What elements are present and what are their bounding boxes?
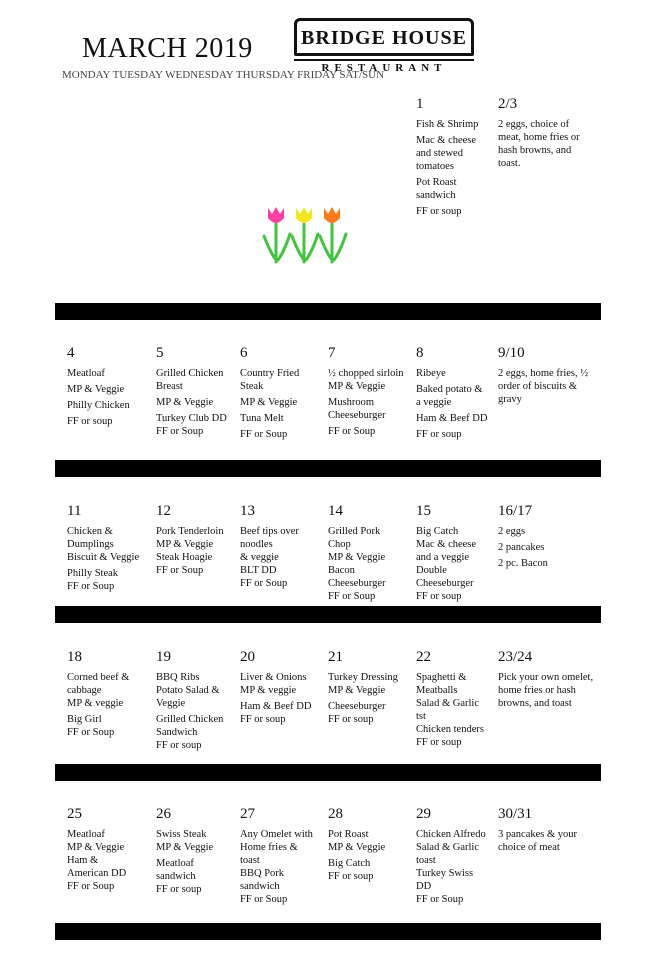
day-number: 1 bbox=[416, 96, 424, 112]
day-cell-11 bbox=[67, 502, 151, 596]
day-cell-5 bbox=[156, 344, 238, 441]
day-cell-30-31 bbox=[498, 805, 608, 857]
day-cell-18 bbox=[67, 648, 151, 742]
menu-item: Corned beef & cabbage MP & veggie bbox=[67, 672, 130, 709]
restaurant-logo bbox=[294, 18, 474, 76]
menu-item: Pork Tenderloin MP & Veggie Steak Hoagie FF or Soup bbox=[156, 526, 224, 576]
day-cell-13 bbox=[240, 502, 324, 593]
day-number: 13 bbox=[240, 503, 255, 519]
day-cell-1 bbox=[416, 95, 496, 221]
menu-item: Chicken & Dumplings Biscuit & Veggie bbox=[67, 526, 140, 563]
weekday-headers: MONDAY TUESDAY WEDNESDAY THURSDAY FRIDAY SAT/SUN bbox=[62, 69, 385, 81]
menu-item: Ham & Beef DD bbox=[416, 413, 488, 424]
menu-item: Spaghetti & Meatballs Salad & Garlic tst Chicken tenders FF or soup bbox=[416, 672, 484, 748]
menu-item: FF or soup bbox=[416, 206, 462, 217]
menu-item: BBQ Ribs Potato Salad & Veggie bbox=[156, 672, 220, 709]
menu-item: FF or Soup bbox=[328, 426, 376, 437]
menu-item: Philly Chicken bbox=[67, 400, 130, 411]
day-cell-15 bbox=[416, 502, 498, 606]
day-number: 2/3 bbox=[498, 96, 518, 112]
day-number: 8 bbox=[416, 345, 424, 361]
menu-item: Turkey Dressing MP & Veggie bbox=[328, 672, 398, 696]
menu-item: Ribeye bbox=[416, 368, 446, 379]
menu-item: 2 eggs, home fries, ½ order of biscuits & gravy bbox=[498, 368, 589, 405]
day-cell-27 bbox=[240, 805, 326, 909]
day-cell-20 bbox=[240, 648, 326, 729]
day-cell-21 bbox=[328, 648, 414, 729]
day-number: 9/10 bbox=[498, 345, 525, 361]
day-cell-12 bbox=[156, 502, 240, 580]
week-divider bbox=[55, 764, 601, 781]
menu-item: Turkey Club DD FF or Soup bbox=[156, 413, 227, 437]
menu-item: Swiss Steak MP & Veggie bbox=[156, 829, 214, 853]
menu-item: FF or soup bbox=[416, 429, 462, 440]
week-divider bbox=[55, 460, 601, 477]
day-number: 11 bbox=[67, 503, 82, 519]
menu-item: MP & Veggie bbox=[156, 397, 214, 408]
day-number: 4 bbox=[67, 345, 75, 361]
week-divider bbox=[55, 606, 601, 623]
logo-name: BRIDGE HOUSE bbox=[294, 18, 474, 56]
day-cell-28 bbox=[328, 805, 414, 886]
menu-item: 2 pc. Bacon bbox=[498, 558, 548, 569]
menu-item: 2 eggs bbox=[498, 526, 526, 537]
menu-item: 2 eggs, choice of meat, home fries or hash browns, and toast. bbox=[498, 119, 580, 169]
day-cell-9-10 bbox=[498, 344, 610, 409]
day-number: 5 bbox=[156, 345, 164, 361]
day-cell-23-24 bbox=[498, 648, 610, 713]
day-cell-7 bbox=[328, 344, 414, 441]
menu-item: ½ chopped sirloin MP & Veggie bbox=[328, 368, 404, 392]
day-cell-8 bbox=[416, 344, 498, 444]
day-cell-4 bbox=[67, 344, 151, 431]
menu-item: FF or Soup bbox=[240, 429, 288, 440]
day-cell-29 bbox=[416, 805, 498, 909]
menu-item: Big Catch FF or soup bbox=[328, 858, 374, 882]
menu-item: Any Omelet with Home fries & toast BBQ Pork sandwich FF or Soup bbox=[240, 829, 313, 905]
menu-item: Chicken Alfredo Salad & Garlic toast Turkey Swiss DD FF or Soup bbox=[416, 829, 486, 905]
week-divider bbox=[55, 923, 601, 940]
menu-item: Ham & Beef DD FF or soup bbox=[240, 701, 312, 725]
day-cell-26 bbox=[156, 805, 240, 899]
menu-item: Cheeseburger FF or soup bbox=[328, 701, 386, 725]
menu-item: Beef tips over noodles & veggie BLT DD FF or Soup bbox=[240, 526, 299, 589]
day-cell-6 bbox=[240, 344, 324, 444]
page-title: MARCH 2019 bbox=[82, 33, 253, 64]
day-number: 16/17 bbox=[498, 503, 533, 519]
menu-item: Meatloaf bbox=[67, 368, 105, 379]
menu-item: Grilled Chicken Breast bbox=[156, 368, 224, 392]
menu-item: Mac & cheese and stewed tomatoes bbox=[416, 135, 477, 172]
menu-item: Big Catch Mac & cheese and a veggie Double Cheeseburger FF or soup bbox=[416, 526, 477, 602]
menu-item: Meatloaf MP & Veggie Ham & American DD FF or Soup bbox=[67, 829, 127, 892]
menu-item: 3 pancakes & your choice of meat bbox=[498, 829, 578, 853]
week-divider bbox=[55, 303, 601, 320]
menu-item: Big Girl FF or Soup bbox=[67, 714, 115, 738]
day-number: 6 bbox=[240, 345, 248, 361]
day-cell-2-3 bbox=[498, 95, 608, 173]
day-number: 30/31 bbox=[498, 806, 533, 822]
day-number: 21 bbox=[328, 649, 343, 665]
day-number: 26 bbox=[156, 806, 171, 822]
day-number: 27 bbox=[240, 806, 255, 822]
menu-item: Meatloaf sandwich FF or soup bbox=[156, 858, 202, 895]
menu-item: FF or soup bbox=[67, 416, 113, 427]
day-number: 28 bbox=[328, 806, 343, 822]
day-number: 7 bbox=[328, 345, 336, 361]
menu-item: Grilled Chicken Sandwich FF or soup bbox=[156, 714, 224, 751]
day-number: 19 bbox=[156, 649, 171, 665]
menu-item: Mushroom Cheeseburger bbox=[328, 397, 386, 421]
menu-item: Country Fried Steak bbox=[240, 368, 300, 392]
day-cell-22 bbox=[416, 648, 498, 752]
menu-item: Philly Steak FF or Soup bbox=[67, 568, 119, 592]
menu-item: Pot Roast MP & Veggie bbox=[328, 829, 386, 853]
day-number: 22 bbox=[416, 649, 431, 665]
tulips-icon bbox=[262, 204, 350, 268]
day-number: 20 bbox=[240, 649, 255, 665]
day-number: 15 bbox=[416, 503, 431, 519]
day-cell-19 bbox=[156, 648, 240, 755]
menu-item: MP & Veggie bbox=[240, 397, 298, 408]
menu-item: Fish & Shrimp bbox=[416, 119, 479, 130]
logo-sub: RESTAURANT bbox=[294, 59, 474, 74]
menu-item: Tuna Melt bbox=[240, 413, 284, 424]
day-number: 12 bbox=[156, 503, 171, 519]
menu-item: Liver & Onions MP & veggie bbox=[240, 672, 307, 696]
menu-item: Pick your own omelet, home fries or hash browns, and toast bbox=[498, 672, 594, 709]
menu-item: Grilled Pork Chop MP & Veggie Bacon Cheeseburger FF or Soup bbox=[328, 526, 386, 602]
day-number: 23/24 bbox=[498, 649, 533, 665]
day-number: 14 bbox=[328, 503, 343, 519]
day-cell-25 bbox=[67, 805, 151, 896]
day-number: 29 bbox=[416, 806, 431, 822]
menu-item: Baked potato & a veggie bbox=[416, 384, 483, 408]
menu-item: 2 pancakes bbox=[498, 542, 545, 553]
menu-item: Pot Roast sandwich bbox=[416, 177, 457, 201]
day-number: 25 bbox=[67, 806, 82, 822]
day-cell-14 bbox=[328, 502, 412, 606]
day-number: 18 bbox=[67, 649, 82, 665]
day-cell-16-17 bbox=[498, 502, 608, 573]
menu-item: MP & Veggie bbox=[67, 384, 125, 395]
